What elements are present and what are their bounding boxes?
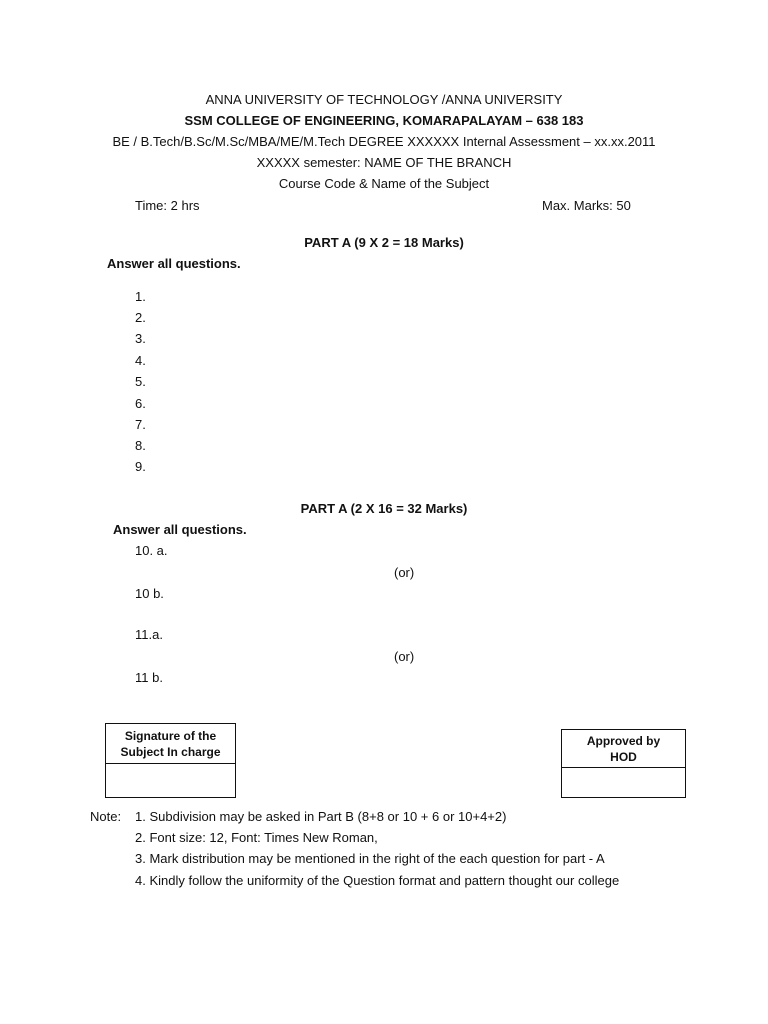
part-a-title: PART A (9 X 2 = 18 Marks)	[304, 235, 464, 250]
hod-signature-area	[562, 768, 685, 797]
subject-incharge-label	[106, 724, 235, 764]
note-item: 2. Font size: 12, Font: Times New Roman,	[135, 830, 378, 845]
hod-approval-label-line1: Approved by	[586, 733, 661, 748]
note-label: Note:	[90, 809, 122, 824]
list-item: 8.	[135, 438, 146, 453]
subject-incharge-signature-box	[105, 723, 236, 798]
or-separator: (or)	[394, 565, 415, 580]
question-10b: 10 b.	[135, 586, 164, 601]
list-item: 9.	[135, 459, 146, 474]
subject-incharge-label-line2: Subject In charge	[120, 744, 221, 759]
university-name: ANNA UNIVERSITY OF TECHNOLOGY /ANNA UNIVERSITY	[205, 92, 563, 107]
degree-line: BE / B.Tech/B.Sc/M.Sc/MBA/ME/M.Tech DEGREE XXXXXX Internal Assessment – xx.xx.2011	[112, 134, 656, 149]
or-separator: (or)	[394, 649, 415, 664]
course-line: Course Code & Name of the Subject	[278, 176, 490, 191]
subject-incharge-signature-area	[106, 764, 235, 797]
semester-line: XXXXX semester: NAME OF THE BRANCH	[256, 155, 512, 170]
question-10a: 10. a.	[135, 543, 168, 558]
list-item: 1.	[135, 289, 146, 304]
list-item: 2.	[135, 310, 146, 325]
subject-incharge-label-line1: Signature of the	[124, 728, 217, 743]
part-b-title: PART A (2 X 16 = 32 Marks)	[300, 501, 468, 516]
list-item: 5.	[135, 374, 146, 389]
hod-approval-label	[562, 730, 685, 768]
list-item: 3.	[135, 331, 146, 346]
question-11b: 11 b.	[135, 670, 163, 685]
college-name: SSM COLLEGE OF ENGINEERING, KOMARAPALAYAM – 638 183	[184, 113, 584, 128]
time-label: Time: 2 hrs	[135, 198, 200, 213]
part-a-instruction: Answer all questions.	[107, 256, 241, 271]
hod-approval-label-line2: HOD	[610, 749, 637, 764]
note-item: 1. Subdivision may be asked in Part B (8+8 or 10 + 6 or 10+4+2)	[135, 809, 507, 824]
question-11a: 11.a.	[135, 627, 163, 642]
part-b-instruction: Answer all questions.	[113, 522, 247, 537]
max-marks-label: Max. Marks: 50	[542, 198, 631, 213]
note-item: 4. Kindly follow the uniformity of the Question format and pattern thought our college	[135, 873, 620, 888]
list-item: 7.	[135, 417, 146, 432]
list-item: 4.	[135, 353, 146, 368]
hod-approval-box	[561, 729, 686, 798]
list-item: 6.	[135, 396, 146, 411]
note-item: 3. Mark distribution may be mentioned in the right of the each question for part - A	[135, 851, 605, 866]
